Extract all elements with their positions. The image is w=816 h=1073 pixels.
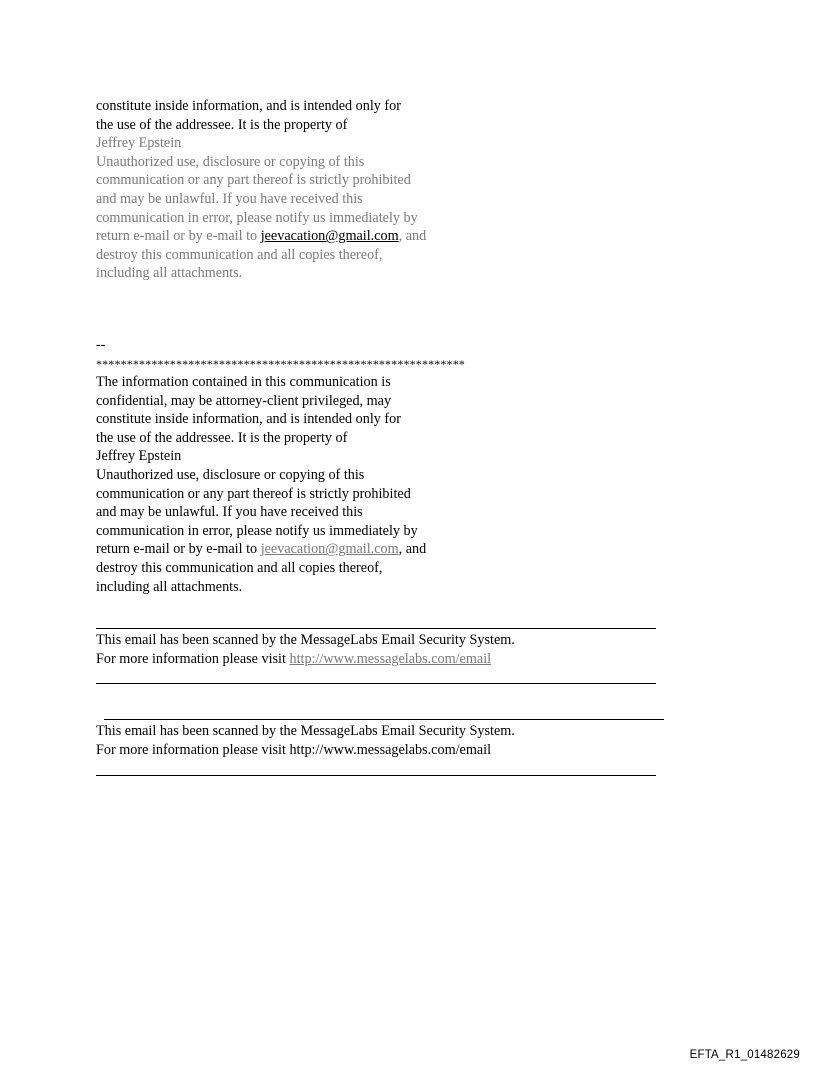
divider-3 (104, 719, 664, 720)
main-line-4: the use of the addressee. It is the property of (96, 429, 348, 446)
main-line-10 (96, 540, 426, 559)
divider-2 (96, 683, 656, 684)
scan-notice-2 (96, 722, 515, 759)
quoted-line-1: constitute inside information, and is intended only for (96, 98, 401, 114)
quoted-line-10: including all attachments. (96, 265, 243, 282)
quoted-line-5: communication or any part thereof is strictly prohibited (96, 172, 411, 189)
scan-notice-1-line-1: This email has been scanned by the MessageLabs Email Security System. (96, 632, 515, 648)
document-id: EFTA_R1_01482629 (689, 1049, 800, 1061)
scan-notice-2-line-2: For more information please visit http://www.messagelabs.com/email (96, 741, 492, 758)
scan-notice-1-prefix: For more information please visit (96, 650, 290, 667)
quoted-line-4: Unauthorized use, disclosure or copying of this (96, 153, 365, 170)
main-line-3: constitute inside information, and is intended only for (96, 411, 401, 428)
signature-dashes: -- (96, 337, 106, 353)
scan-notice-1 (96, 631, 515, 668)
quoted-line-8-suffix: , and (398, 228, 427, 245)
quoted-line-3: Jeffrey Epstein (96, 135, 182, 152)
main-line-6: Unauthorized use, disclosure or copying of this (96, 466, 365, 483)
messagelabs-link[interactable]: http://www.messagelabs.com/email (289, 650, 492, 667)
main-line-7: communication or any part thereof is strictly prohibited (96, 485, 411, 502)
scan-notice-2-line-1: This email has been scanned by the MessageLabs Email Security System. (96, 723, 515, 739)
divider-1 (96, 628, 656, 629)
main-disclaimer (96, 373, 426, 596)
main-line-12: including all attachments. (96, 578, 243, 595)
main-line-9: communication in error, please notify us immediately by (96, 522, 418, 539)
main-line-1: The information contained in this communication is (96, 374, 391, 390)
main-email-link[interactable]: jeevacation@gmail.com (260, 541, 399, 558)
main-line-5: Jeffrey Epstein (96, 448, 182, 465)
main-line-11: destroy this communication and all copies thereof, (96, 559, 383, 576)
main-line-2: confidential, may be attorney-client privileged, may (96, 392, 392, 409)
signature-stars: ************************************************************ (96, 356, 465, 371)
main-line-10-prefix: return e-mail or by e-mail to (96, 541, 261, 558)
scan-notice-1-line-2 (96, 650, 515, 669)
quoted-disclaimer (96, 97, 426, 283)
quoted-line-9: destroy this communication and all copies thereof, (96, 246, 383, 263)
main-line-10-suffix: , and (398, 541, 427, 558)
divider-4 (96, 775, 656, 776)
quoted-email-link[interactable]: jeevacation@gmail.com (260, 228, 399, 245)
quoted-line-6: and may be unlawful. If you have received this (96, 190, 363, 207)
quoted-line-2: the use of the addressee. It is the property of (96, 116, 348, 133)
quoted-line-8-prefix: return e-mail or by e-mail to (96, 228, 261, 245)
quoted-line-7: communication in error, please notify us immediately by (96, 209, 418, 226)
main-line-8: and may be unlawful. If you have received this (96, 504, 363, 521)
quoted-line-8 (96, 227, 426, 246)
signature-separator (96, 336, 465, 373)
